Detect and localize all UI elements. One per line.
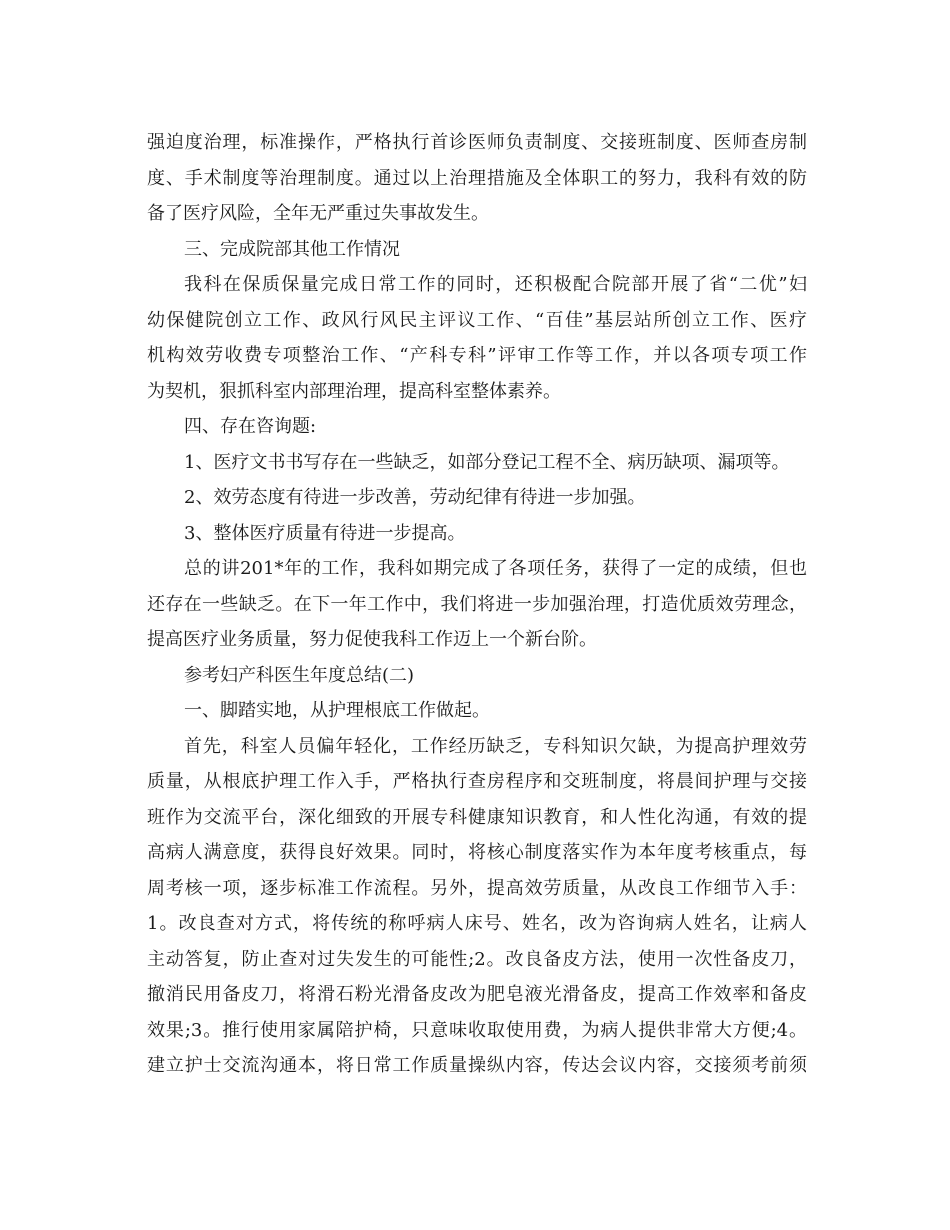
text-line: 机构效劳收费专项整治工作、“产科专科”评审工作等工作，并以各项专项工作: [147, 345, 807, 366]
text-line: 参考妇产科医生年度总结(二): [184, 664, 415, 686]
text-line: 幼保健院创立工作、政风行风民主评议工作、“百佳”基层站所创立工作、医疗: [147, 309, 807, 331]
text-line: 2、效劳态度有待进一步改善，劳动纪律有待进一步加强。: [184, 487, 646, 508]
text-line: 建立护士交流沟通本，将日常工作质量操纵内容，传达会议内容，交接须考前须: [147, 1055, 807, 1076]
text-line: 三、完成院部其他工作情况: [184, 238, 400, 260]
text-line: 强迫度治理，标准操作，严格执行首诊医师负责制度、交接班制度、医师查房制: [147, 132, 807, 153]
text-line: 一、脚踏实地，从护理根底工作做起。: [184, 700, 490, 721]
text-line: 3、整体医疗质量有待进一步提高。: [184, 522, 466, 544]
text-line: 质量，从根底护理工作入手，严格执行查房程序和交班制度，将晨间护理与交接: [147, 771, 807, 792]
text-line: 提高医疗业务质量，努力促使我科工作迈上一个新台阶。: [147, 629, 597, 650]
text-line: 首先，科室人员偏年轻化，工作经历缺乏，专科知识欠缺，为提高护理效劳: [184, 735, 807, 757]
text-line: 班作为交流平台，深化细致的开展专科健康知识教育，和人性化沟通，有效的提: [147, 806, 807, 828]
document-body: [147, 125, 807, 1084]
text-line: 周考核一项，逐步标准工作流程。另外，提高效劳质量，从改良工作细节入手：: [147, 877, 807, 899]
text-line: 1、医疗文书书写存在一些缺乏，如部分登记工程不全、病历缺项、漏项等。: [184, 451, 790, 473]
text-line: 为契机，狠抓科室内部理治理，提高科室整体素养。: [147, 380, 561, 402]
text-line: 撤消民用备皮刀，将滑石粉光滑备皮改为肥皂液光滑备皮，提高工作效率和备皮: [147, 984, 807, 1005]
text-line: 备了医疗风险，全年无严重过失事故发生。: [147, 203, 489, 224]
text-line: 高病人满意度，获得良好效果。同时，将核心制度落实作为本年度考核重点，每: [147, 842, 807, 863]
text-line: 我科在保质保量完成日常工作的同时，还积极配合院部开展了省“二优”妇: [184, 274, 807, 295]
text-line: 还存在一些缺乏。在下一年工作中，我们将进一步加强治理，打造优质效劳理念，: [147, 593, 807, 615]
text-line: 总的讲201*年的工作，我科如期完成了各项任务，获得了一定的成绩，但也: [184, 558, 807, 579]
text-line: 效果;3。推行使用家属陪护椅，只意味收取使用费，为病人提供非常大方便;4。: [147, 1019, 807, 1041]
text-line: 四、存在咨询题:: [184, 416, 317, 437]
text-line: 度、手术制度等治理制度。通过以上治理措施及全体职工的努力，我科有效的防: [147, 167, 807, 189]
text-line: 主动答复，防止查对过失发生的可能性;2。改良备皮方法，使用一次性备皮刀，: [147, 948, 807, 970]
text-line: 1。改良查对方式，将传统的称呼病人床号、姓名，改为咨询病人姓名，让病人: [147, 913, 807, 934]
